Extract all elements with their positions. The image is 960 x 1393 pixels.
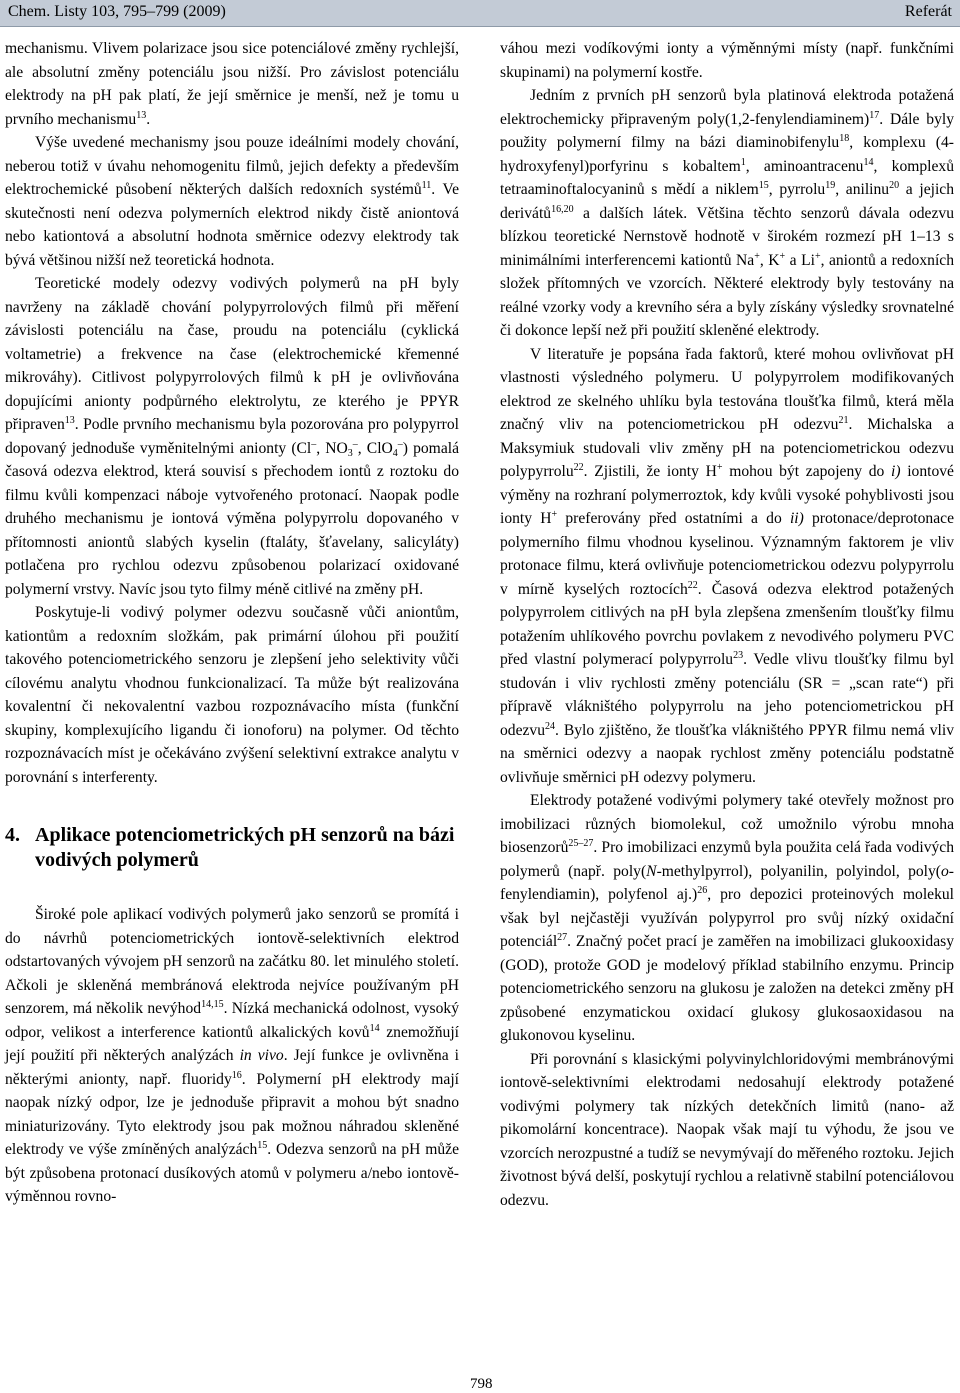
- left-column: [5, 37, 459, 1209]
- page-number: 798: [470, 1376, 493, 1392]
- right-column: [500, 37, 954, 1212]
- paragraph: mechanismu. Vlivem polarizace jsou sice potenciálové změny rychlejší, ale absolutní změny potenciálu jsou nižší. Pro závislost potenciálu elektrody na pH pak platí, že její směrnice je menší, než je tomu u prvního mechanismu$^{13}$.: [5, 40, 459, 128]
- paragraph: Jedním z prvních pH senzorů byla platinová elektroda potažená elektrochemicky připraveným poly(1,2-fenylendiaminem)$^{17}$. Dále byly použity polymerní filmy na bázi diaminobifenylu$^{18}$, komplexu (4-hydroxyfenyl)porfyrinu s kobaltem$^1$, aminoantracenu$^{14}$, komplexů tetraaminoftalocyaninů s mědí a niklem$^{15}$, pyrrolu$^{19}$, anilinu$^{20}$ a jejich derivátů$^{16,20}$ a dalších látek. Většina těchto senzorů dávala odezvu blízkou teoretické Nernstově hodnotě v širokém rozmezí pH 1–13 s minimálními interferencemi kationtů Na+, K+ a Li+, aniontů a redoxních složek přítomných ve vzorcích. Některé elektrody byly testovány na reálné vzorky vody a krevního séra a byly získány výsledky srovnatelné či dokonce lepší než při použití skleněné elektrody.: [500, 87, 955, 339]
- section-title: Aplikace potenciometrických pH senzorů na bázi vodivých polymerů: [35, 824, 455, 871]
- running-header: [0, 0, 960, 27]
- article-type: Referát: [904, 3, 952, 20]
- paragraph: Elektrody potažené vodivými polymery také otevřely možnost pro imobilizaci různých biomolekul, což umožnilo výrobu mnoha biosenzorů$^{25-27}$. Pro imobilizaci enzymů byla použita celá řada vodivých polymerů (např. poly(N-methylpyrrol), polyanilin, polyindol, poly(o-fenylendiamin), polyfenol aj.)$^{26}$, pro depozici proteinových molekul však byl nejčastěji využíván polypyrrol pro svůj nízký oxidační potenciál$^{27}$. Značný počet prací je zaměřen na imobilizaci glukooxidasy (GOD), protože GOD je modelový příklad stabilního enzymu. Princip potenciometrického senzoru na glukosu je založen na detekci změny pH způsobené enzymatickou oxidací glukosy glukosaoxidasou na glukonovou kyselinu.: [500, 792, 954, 1044]
- paragraph: Široké pole aplikací vodivých polymerů jako senzorů se promítá i do návrhů potenciometrických iontově-selektivních elektrod odstartovaných vývojem pH senzorů na začátku 80. let minulého století. Ačkoli je skleněná membránová elektroda nejvíce používaným pH senzorem, má několik nevýhod$^{14,15}$. Nízká mechanická odolnost, vysoký odpor, velikost a interference kationtů alkalických kovů$^{14}$ znemožňují její použití při některých analýzách in vivo. Její funkce je ovlivněna i některými anionty, např. fluoridy$^{16}$. Polymerní pH elektrody mají naopak nízký odpor, lze je jednoduše připravit a mohou být snadno miniaturizovány. Tyto elektrody jsou pak možnou náhradou skleněné elektrody ve výše zmíněných analýzách$^{15}$. Odezva senzorů na pH může být způsobena protonací dusíkových atomů v polymeru a/nebo iontově-výměnnou rovno-: [5, 906, 460, 1205]
- journal-citation: Chem. Listy 103, 795–799 (2009): [8, 3, 226, 20]
- paragraph: váhou mezi vodíkovými ionty a výměnnými místy (např. funkčními skupinami) na polymerní kostře.: [500, 40, 954, 81]
- paragraph: Při porovnání s klasickými polyvinylchloridovými membránovými iontově-selektivními elektrodami nedosahují elektrody potažené vodivými polymery tak nízkých detekčních limitů (nano- až pikomolární koncentrace). Naopak však mají tu výhodu, že jsou ve vzorcích nerozpustné a tudíž se nevymývají do měřeného roztoku. Jejich životnost bývá delší, poskytují rychlou a relativně stabilní potenciálovou odezvu.: [500, 1050, 954, 1209]
- paragraph: V literatuře je popsána řada faktorů, které mohou ovlivňovat pH vlastnosti výsledného polymeru. U polypyrrolem modifikovaných elektrod ze skelného uhlíku byla testována tloušťka filmů, která měla značný vliv na potenciometrickou pH odezvu$^{21}$. Michalska a Maksymiuk studovali vliv změny pH na potenciometrickou odezvu polypyrrolu$^{22}$. Zjistili, že ionty H+ mohou být zapojeny do i) iontové výměny na rozhraní polymerroztok, kdy kvůli vysoké pohyblivosti jsou ionty H+ preferovány před ostatními a do ii) protonace/deprotonace polymerního filmu vhodnou kyselinou. Významným faktorem je vliv protonace filmu, která ovlivňuje potenciometrickou odezvu polypyrrolu v mírně kyselých roztocích$^{22}$. Časová odezva elektrod potažených polypyrrolem citlivých na pH byla zlepšena zmenšením tloušťky filmu potažením uhlíkového povrchu povlakem z nevodivého polymeru PVC před vlastní polymerací polypyrrolu$^{23}$. Vedle vlivu tloušťky filmu byl studován i vliv rychlosti změny potenciálu (SR = „scan rate“) při přípravě vlákništého polypyrrolu na jeho potenciometrickou pH odezvu$^{24}$. Bylo zjištěno, že tloušťka vlákništého PPYR filmu nemá vliv na směrnici odezvy a naopak rychlost změny potenciálu podstatně ovlivňuje směrnici pH odezvy polymeru.: [500, 345, 954, 786]
- paragraph: Teoretické modely odezvy vodivých polymerů na pH byly navrženy na základě chování polypyrrolových filmů při měření závislosti potenciálu na čase, proudu na potenciálu (cyklická voltametrie) a frekvence na čase (elektrochemické křemenné mikrováhy). Citlivost polypyrrolových filmů k pH je ovlivňována dopujícími anionty podpůrného elektrolytu, ze kterého je PPYR připraven$^{13}$. Podle prvního mechanismu byla pozorována pro polypyrrol dopovaný jednoduše vyměnitelnými anionty (Cl–, $NO_3^-$, ClO$_4$–) pomalá časová odezva elektrod, která souvisí s přechodem iontů z roztoku do filmu kvůli kompenzaci náboje vytvořeného protonací. Naopak podle druhého mechanismu je iontová výměna polypyrrolu dopovaného v přítomnosti aniontů slabých kyselin (ftaláty, šťavelany, salicyláty) potlačena pro rychlou odezvu způsobenou polarizací oxidované polymerní vrstvy. Navíc jsou tyto filmy méně citlivé na změny pH.: [5, 275, 459, 598]
- paragraph: Výše uvedené mechanismy jsou pouze ideálními modely chování, neberou totiž v úvahu nehomogenitu filmů, jejich defekty a především elektrochemické působení některých dalších redoxních systémů$^{11}$. Ve skutečnosti není odezva polymerních elektrod nikdy čistě aniontová nebo kationtová a absolutní hodnota směrnice odezvy elektrody tak bývá většinou nižší než teoretická hodnota.: [5, 134, 460, 269]
- paragraph: Poskytuje-li vodivý polymer odezvu současně vůči aniontům, kationtům a redoxním složkám, pak primární úlohou při použití takového potenciometrického senzoru je zlepšení jeho selektivity vůči cílovému analytu vhodnou funkcionalizací. Ta může být realizována kovalentní či nekovalentní vazbou rozpoznávacího místa (funkční skupiny, komplexujícího ligandu či ionoforu) na polymer. Od těchto rozpoznávacích míst je očekáváno zvýšení selektivní extrakce analytu v porovnání s interferenty.: [5, 604, 459, 786]
- section-heading: [5, 823, 459, 873]
- section-number: 4.: [5, 824, 20, 846]
